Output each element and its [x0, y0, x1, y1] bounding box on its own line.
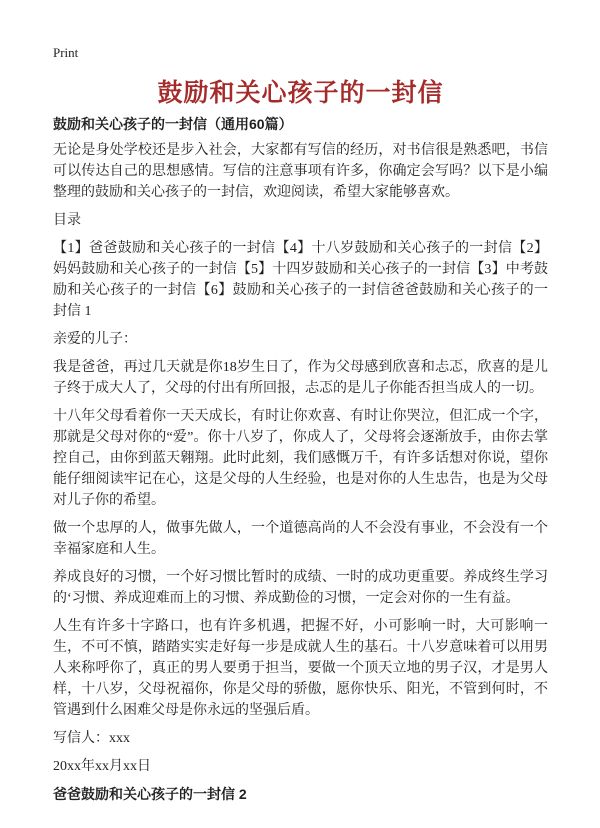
document-subtitle: 鼓励和关心孩子的一封信（通用60篇）: [53, 116, 293, 132]
letter-paragraph: 养成良好的习惯，一个好习惯比暂时的成绩、一时的成功更重要。养成终生学习的‘习惯、养成迎难而上的习惯、养成勤俭的习惯，一定会对你的一生有益。: [53, 570, 548, 606]
letter-salutation: 亲爱的儿子：: [53, 332, 137, 347]
page-title: 鼓励和关心孩子的一封信: [157, 79, 444, 107]
toc-heading: 目录: [53, 213, 81, 228]
intro-paragraph: 无论是身处学校还是步入社会，大家都有写信的经历，对书信很是熟悉吧，书信可以传达自己的思想感情。写信的注意事项有许多，你确定会写吗？以下是小编整理的鼓励和关心孩子的一封信，欢迎阅读，希望大家能够喜欢。: [53, 143, 548, 200]
letter-paragraph: 十八年父母看着你一天天成长，有时让你欢喜、有时让你哭泣，但汇成一个字，那就是父母对你的“爱”。你十八岁了，你成人了，父母将会逐渐放手，由你去掌控自己，由你到蓝天翱翔。此时此刻，我们感慨万千，有许多话想对你说，望你能仔细阅读牢记在心，这是父母的人生经验，也是对你的人生忠告，也是为父母对儿子你的希望。: [53, 409, 548, 508]
date-line: 20xx年xx月xx日: [53, 759, 151, 774]
letter-paragraph: 人生有许多十字路口，也有许多机遇，把握不好，小可影响一时，大可影响一生，不可不慎，踏踏实实走好每一步是成就人生的基石。十八岁意味着可以用男人来称呼你了，真正的男人要勇于担当，要做一个顶天立地的男子汉，才是男人样，十八岁，父母祝福你，你是父母的骄傲，愿你快乐、阳光，不管到何时，不管遇到什么困难父母是你永远的坚强后盾。: [53, 619, 548, 718]
print-link[interactable]: Print: [53, 45, 79, 60]
next-section-heading: 爸爸鼓励和关心孩子的一封信 2: [53, 786, 247, 802]
toc-text: 【1】爸爸鼓励和关心孩子的一封信【4】十八岁鼓励和关心孩子的一封信【2】妈妈鼓励和关心孩子的一封信【5】十四岁鼓励和关心孩子的一封信【3】中考鼓励和关心孩子的一封信【6】鼓励和关心孩子的一封信爸爸鼓励和关心孩子的一封信 1: [53, 241, 548, 319]
signature-line: 写信人：xxx: [53, 731, 130, 746]
letter-paragraph: 我是爸爸，再过几天就是你18岁生日了，作为父母感到欣喜和忐忑，欣喜的是儿子终于成大人了，父母的付出有所回报，忐忑的是儿子你能否担当成人的一切。: [53, 360, 548, 396]
letter-paragraph: 做一个忠厚的人，做事先做人，一个道德高尚的人不会没有事业，不会没有一个幸福家庭和人生。: [53, 521, 548, 557]
